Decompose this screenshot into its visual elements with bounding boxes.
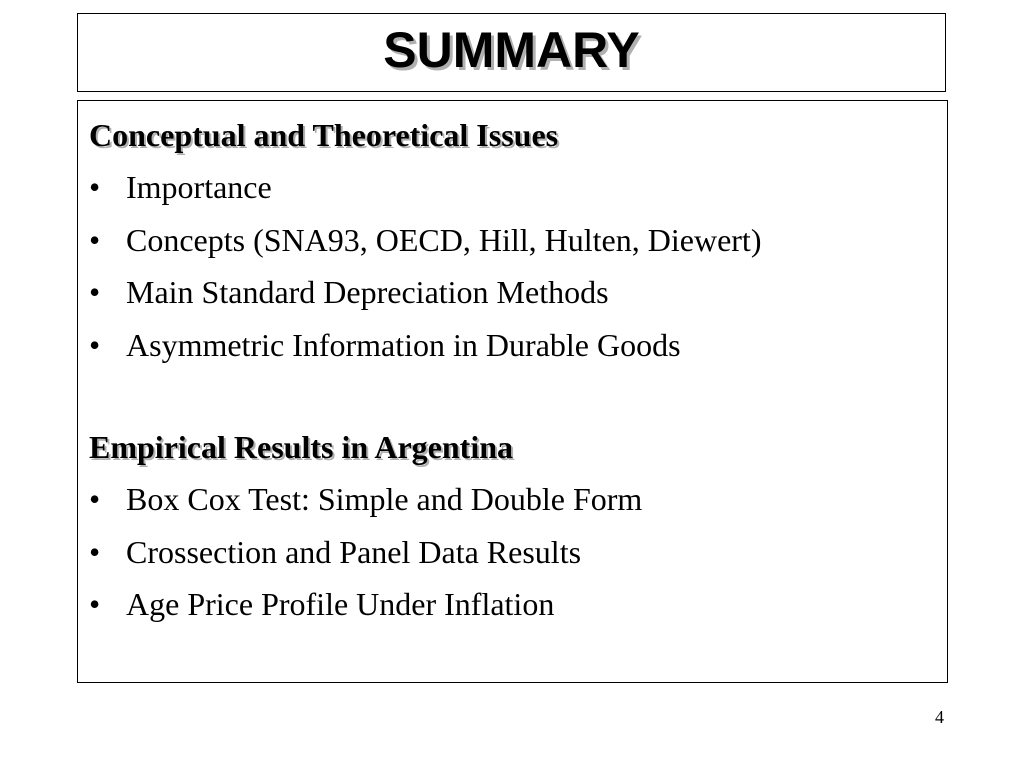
list-item [89,526,947,579]
list-item-text: Asymmetric Information in Durable Goods [126,326,681,363]
section-spacer [89,371,947,421]
bullet-icon: • [89,274,101,310]
bullet-list-empirical [89,473,947,631]
bullet-icon: • [89,481,101,517]
list-item [89,161,947,214]
bullet-list-conceptual [89,161,947,371]
section-heading-conceptual: Conceptual and Theoretical Issues [89,117,559,153]
list-item-text: Concepts (SNA93, OECD, Hill, Hulten, Diewert) [126,221,762,258]
bullet-icon: • [89,586,101,622]
page-number: 4 [935,707,944,727]
list-item-text: Main Standard Depreciation Methods [126,274,609,310]
bullet-icon: • [89,533,101,570]
list-item-text: Importance [126,169,272,205]
bullet-icon: • [89,326,101,363]
title-box [77,13,946,92]
list-item-text: Crossection and Panel Data Results [126,533,582,570]
slide-title: SUMMARY [383,21,640,78]
section-heading-empirical: Empirical Results in Argentina [89,429,514,465]
bullet-icon: • [89,169,101,205]
list-item [89,473,947,526]
list-item-text: Box Cox Test: Simple and Double Form [126,481,643,517]
bullet-icon: • [89,221,101,258]
list-item [89,578,947,631]
list-item [89,319,947,372]
list-item [89,266,947,319]
list-item [89,214,947,267]
content-box [77,100,948,683]
list-item-text: Age Price Profile Under Inflation [126,586,555,622]
